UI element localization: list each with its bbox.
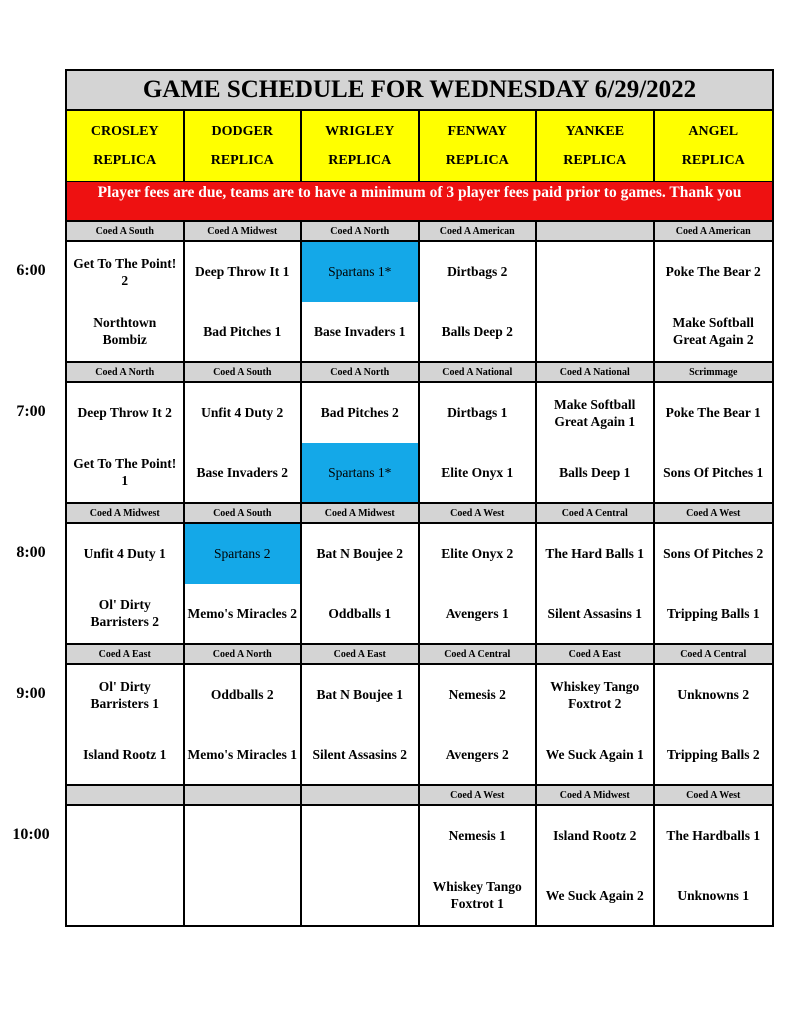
team-name: Silent Assasins 1 xyxy=(547,605,643,621)
time-label: 8:00 xyxy=(16,543,46,561)
game-cell xyxy=(537,806,655,925)
team-name: Deep Throw It 1 xyxy=(195,264,290,280)
division-label: Coed A American xyxy=(675,225,751,237)
game-cell xyxy=(655,383,773,502)
field-name: ANGEL xyxy=(688,123,739,139)
team-name: Poke The Bear 2 xyxy=(665,264,761,280)
game-cell xyxy=(185,806,303,925)
field-header xyxy=(537,111,655,181)
team-name xyxy=(302,806,418,866)
time-slots xyxy=(67,222,772,925)
division-label: Coed A East xyxy=(67,645,185,663)
field-header xyxy=(420,111,538,181)
team-name: Nemesis 1 xyxy=(448,828,506,844)
team-name: Balls Deep 2 xyxy=(441,323,513,339)
division-label: Coed A West xyxy=(686,789,741,801)
team-name: Unknowns 1 xyxy=(677,887,750,903)
division-row xyxy=(67,363,772,383)
field-name: DODGER xyxy=(211,123,273,139)
field-name: WRIGLEY xyxy=(325,123,395,139)
game-cell xyxy=(655,806,773,925)
game-cell xyxy=(302,383,420,502)
field-name: FENWAY xyxy=(447,123,507,139)
team-name: Elite Onyx 2 xyxy=(441,546,514,562)
game-cell xyxy=(537,524,655,643)
team-name: Oddballs 1 xyxy=(328,605,392,621)
game-cell xyxy=(420,383,538,502)
schedule-table xyxy=(65,69,774,927)
game-cell xyxy=(67,383,185,502)
team-name: Avengers 2 xyxy=(445,746,509,762)
team-name: Island Rootz 1 xyxy=(83,746,167,762)
team-name xyxy=(537,242,653,302)
division-label: Coed A Central xyxy=(537,504,655,522)
division-label: Coed A North xyxy=(67,363,185,381)
games-row xyxy=(67,242,772,361)
game-cell xyxy=(67,524,185,643)
division-label: Coed A East xyxy=(537,645,655,663)
team-name: Elite Onyx 1 xyxy=(441,464,514,480)
field-subtitle: REPLICA xyxy=(328,152,392,168)
game-cell xyxy=(185,665,303,784)
division-label: Coed A South xyxy=(67,222,185,240)
team-name: Silent Assasins 2 xyxy=(312,746,408,762)
team-name: Balls Deep 1 xyxy=(559,464,631,480)
division-label: Coed A South xyxy=(185,363,303,381)
team-name: Whiskey Tango Foxtrot 1 xyxy=(432,879,522,912)
team-name: The Hard Balls 1 xyxy=(545,546,645,562)
time-slot xyxy=(67,504,772,645)
team-name: Island Rootz 2 xyxy=(553,828,637,844)
division-label: Coed A West xyxy=(420,786,538,804)
team-name xyxy=(302,866,418,926)
game-cell xyxy=(420,806,538,925)
team-name: Whiskey Tango Foxtrot 2 xyxy=(550,678,640,711)
fee-notice: Player fees are due, teams are to have a minimum of 3 player fees paid prior to games. Thank you xyxy=(67,182,772,222)
division-label: Coed A North xyxy=(185,645,303,663)
field-header xyxy=(67,111,185,181)
division-row xyxy=(67,645,772,665)
team-name: Avengers 1 xyxy=(445,605,509,621)
game-cell xyxy=(655,524,773,643)
game-cell xyxy=(67,806,185,925)
team-name-highlighted: Spartans 2 xyxy=(185,524,301,584)
team-name: Memo's Miracles 2 xyxy=(187,605,297,621)
division-label: Coed A East xyxy=(302,645,420,663)
game-cell xyxy=(537,242,655,361)
time-label: 10:00 xyxy=(12,825,50,843)
team-name: Base Invaders 2 xyxy=(196,464,288,480)
team-name xyxy=(185,806,301,866)
games-row xyxy=(67,524,772,643)
schedule-title: GAME SCHEDULE FOR WEDNESDAY 6/29/2022 xyxy=(67,71,772,111)
division-label: Coed A American xyxy=(420,222,538,240)
game-cell xyxy=(420,242,538,361)
time-slot xyxy=(67,363,772,504)
field-header xyxy=(185,111,303,181)
time-slot xyxy=(67,645,772,786)
division-label: Coed A Midwest xyxy=(537,786,655,804)
division-row xyxy=(67,222,772,242)
time-slot xyxy=(67,222,772,363)
team-name: Bad Pitches 1 xyxy=(203,323,282,339)
team-name: Sons Of Pitches 2 xyxy=(663,546,764,562)
game-cell xyxy=(655,665,773,784)
team-name: Bat N Boujee 1 xyxy=(316,687,404,703)
team-name: Unfit 4 Duty 1 xyxy=(83,546,166,562)
game-cell xyxy=(302,242,420,361)
games-row xyxy=(67,665,772,784)
time-label: 6:00 xyxy=(16,261,46,279)
team-name: Ol' Dirty Barristers 1 xyxy=(90,678,160,711)
game-cell xyxy=(655,242,773,361)
field-name: YANKEE xyxy=(565,123,625,139)
game-cell xyxy=(185,524,303,643)
team-name xyxy=(67,806,183,866)
division-label: Coed A West xyxy=(420,504,538,522)
team-name xyxy=(67,866,183,926)
team-name xyxy=(185,866,301,926)
team-name: The Hardballs 1 xyxy=(666,828,761,844)
game-cell xyxy=(67,665,185,784)
time-label: 9:00 xyxy=(16,684,46,702)
field-name: CROSLEY xyxy=(90,123,159,139)
time-label: 7:00 xyxy=(16,402,46,420)
games-row xyxy=(67,383,772,502)
team-name: Northtown Bombiz xyxy=(93,315,157,348)
game-cell xyxy=(67,242,185,361)
team-name: Make Softball Great Again 2 xyxy=(672,315,754,348)
team-name: Dirtbags 2 xyxy=(447,264,508,280)
division-label: Coed A South xyxy=(185,504,303,522)
field-header-row xyxy=(67,111,772,182)
team-name: Tripping Balls 1 xyxy=(666,605,760,621)
division-label: Coed A Midwest xyxy=(185,222,303,240)
team-name: Get To The Point! 2 xyxy=(73,255,177,288)
team-name: Bat N Boujee 2 xyxy=(316,546,404,562)
team-name: Memo's Miracles 1 xyxy=(187,746,297,762)
division-label xyxy=(67,786,185,804)
division-label: Scrimmage xyxy=(689,366,738,378)
game-cell xyxy=(185,383,303,502)
game-cell xyxy=(537,665,655,784)
team-name: Dirtbags 1 xyxy=(447,405,508,421)
field-subtitle: REPLICA xyxy=(681,152,745,168)
division-label xyxy=(537,222,655,240)
division-label: Coed A Central xyxy=(680,648,747,660)
time-slot xyxy=(67,786,772,925)
division-row xyxy=(67,786,772,806)
team-name: We Suck Again 2 xyxy=(545,887,644,903)
team-name: Base Invaders 1 xyxy=(313,323,406,339)
game-cell xyxy=(420,524,538,643)
team-name xyxy=(537,302,653,362)
field-subtitle: REPLICA xyxy=(563,152,627,168)
team-name: Oddballs 2 xyxy=(210,687,274,703)
team-name: Nemesis 2 xyxy=(448,687,506,703)
field-header xyxy=(302,111,420,181)
division-label: Coed A North xyxy=(302,222,420,240)
division-row xyxy=(67,504,772,524)
game-cell xyxy=(302,665,420,784)
game-cell xyxy=(420,665,538,784)
team-name-highlighted: Spartans 1* xyxy=(302,443,418,503)
division-label xyxy=(302,786,420,804)
division-label: Coed A Central xyxy=(420,645,538,663)
field-subtitle: REPLICA xyxy=(93,152,157,168)
game-cell xyxy=(185,242,303,361)
division-label: Coed A National xyxy=(537,363,655,381)
team-name: Unfit 4 Duty 2 xyxy=(201,405,284,421)
field-header xyxy=(655,111,773,181)
game-cell xyxy=(302,806,420,925)
team-name: Tripping Balls 2 xyxy=(666,746,760,762)
division-label: Coed A National xyxy=(420,363,538,381)
division-label: Coed A Midwest xyxy=(67,504,185,522)
division-label: Coed A Midwest xyxy=(302,504,420,522)
team-name: We Suck Again 1 xyxy=(545,746,644,762)
team-name: Bad Pitches 2 xyxy=(320,405,399,421)
division-label: Coed A West xyxy=(686,507,741,519)
team-name: Sons Of Pitches 1 xyxy=(663,464,764,480)
games-row xyxy=(67,806,772,925)
team-name: Poke The Bear 1 xyxy=(665,405,761,421)
team-name: Make Softball Great Again 1 xyxy=(554,396,636,429)
team-name: Unknowns 2 xyxy=(677,687,750,703)
team-name: Get To The Point! 1 xyxy=(73,456,177,489)
division-label xyxy=(185,786,303,804)
team-name: Ol' Dirty Barristers 2 xyxy=(90,597,160,630)
game-cell xyxy=(302,524,420,643)
team-name-highlighted: Spartans 1* xyxy=(302,242,418,302)
division-label: Coed A North xyxy=(302,363,420,381)
field-subtitle: REPLICA xyxy=(445,152,509,168)
game-cell xyxy=(537,383,655,502)
team-name: Deep Throw It 2 xyxy=(77,405,172,421)
field-subtitle: REPLICA xyxy=(210,152,274,168)
